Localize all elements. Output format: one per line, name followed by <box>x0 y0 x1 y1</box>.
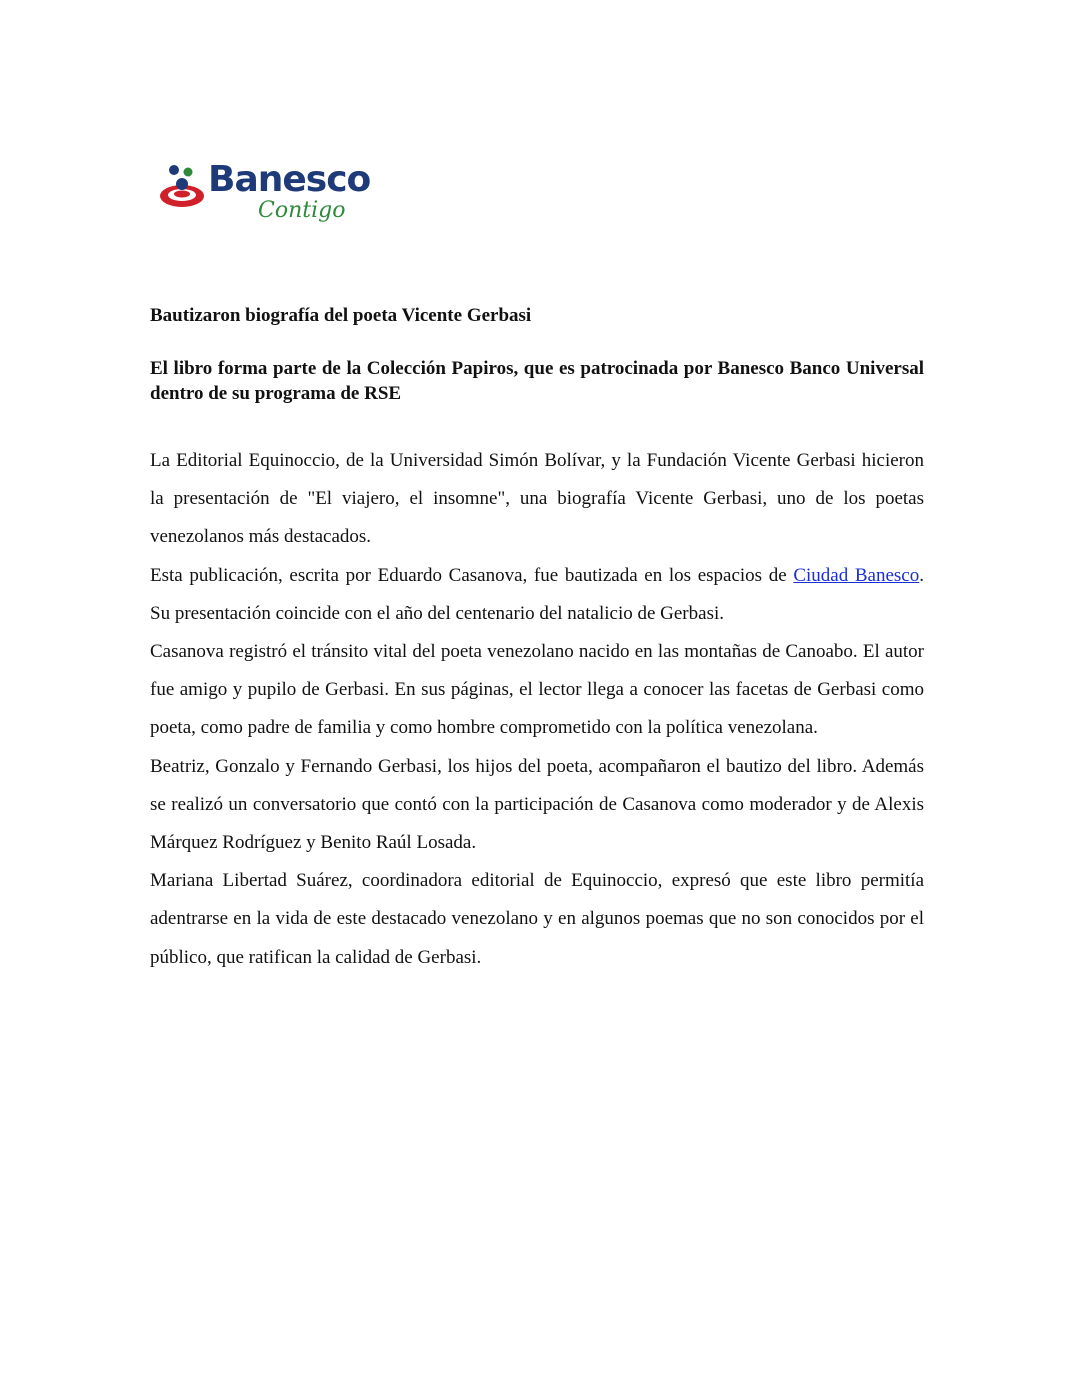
banesco-logo-icon <box>158 160 210 212</box>
article-paragraph-5: Mariana Libertad Suárez, coordinadora editorial de Equinoccio, expresó que este libro permitía adentrarse en la vida de este destacado venezolano y en algunos poemas que no son conocidos por el público, que ratifican la calidad de Gerbasi. <box>150 870 924 968</box>
logo-brand-name: Banesco <box>208 159 371 200</box>
article-paragraph-2 <box>150 557 924 633</box>
paragraph-2-text-before: Esta publicación, escrita por Eduardo Casanova, fue bautizada en los espacios de <box>150 564 794 586</box>
article <box>150 302 924 977</box>
paragraph-2-text-after: . Su presentación coincide con el año del centenario del natalicio de Gerbasi. <box>150 564 924 624</box>
article-paragraph-4: Beatriz, Gonzalo y Fernando Gerbasi, los hijos del poeta, acompañaron el bautizo del libro. Además se realizó un conversatorio que contó con la participación de Casanova como moderador y de Alexis Márquez Rodríguez y Benito Raúl Losada. <box>150 755 924 854</box>
article-subtitle: El libro forma parte de la Colección Papiros, que es patrocinada por Banesco Banco Universal dentro de su programa de RSE <box>150 358 924 404</box>
article-paragraph-1: La Editorial Equinoccio, de la Universidad Simón Bolívar, y la Fundación Vicente Gerbasi hicieron la presentación de "El viajero, el insomne", una biografía Vicente Gerbasi, uno de los poetas venezolanos más destacados. <box>150 450 924 548</box>
logo-tagline: Contigo <box>258 198 346 223</box>
article-title: Bautizaron biografía del poeta Vicente Gerbasi <box>150 305 532 326</box>
article-paragraph-3: Casanova registró el tránsito vital del poeta venezolano nacido en las montañas de Canoabo. El autor fue amigo y pupilo de Gerbasi. En sus páginas, el lector llega a conocer las facetas de Gerbasi como poeta, como padre de familia y como hombre comprometido con la política venezolana. <box>150 641 924 739</box>
ciudad-banesco-link[interactable]: Ciudad Banesco <box>793 564 920 586</box>
banesco-logo <box>158 160 398 250</box>
